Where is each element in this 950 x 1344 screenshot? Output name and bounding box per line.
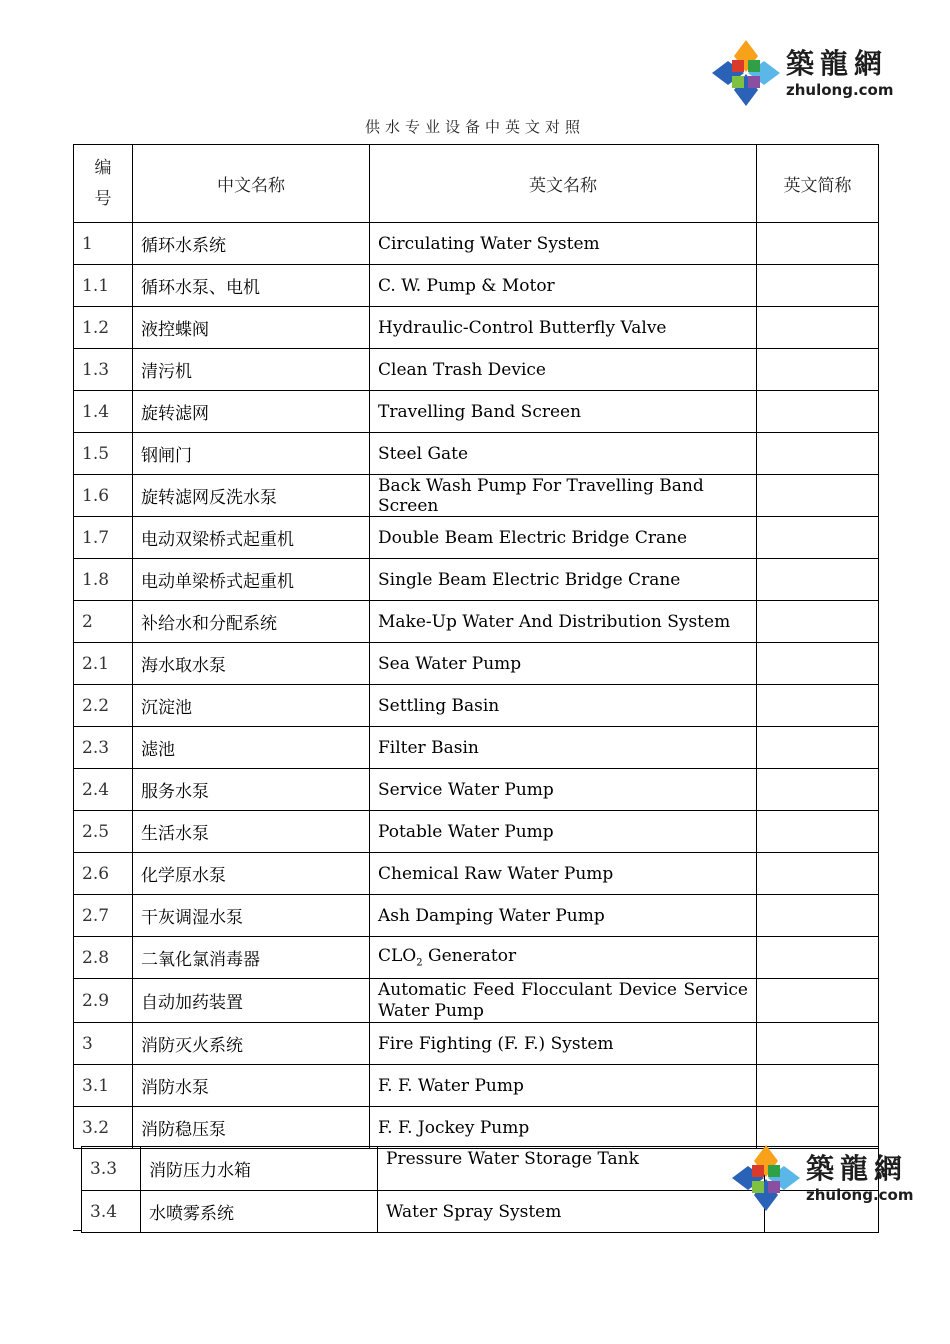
row-number: 2.1 bbox=[74, 643, 133, 685]
row-number: 2.5 bbox=[74, 811, 133, 853]
row-cn-name: 电动单梁桥式起重机 bbox=[133, 559, 370, 601]
row-cn-name: 清污机 bbox=[133, 349, 370, 391]
table-row bbox=[74, 517, 879, 559]
row-en-name: Single Beam Electric Bridge Crane bbox=[370, 559, 757, 601]
table-row bbox=[74, 937, 879, 979]
table-row bbox=[74, 433, 879, 475]
row-number: 1.5 bbox=[74, 433, 133, 475]
row-en-abbr bbox=[757, 685, 879, 727]
row-cn-name: 消防压力水箱 bbox=[141, 1147, 378, 1191]
table-edge-line bbox=[73, 1230, 81, 1231]
row-en-name: Ash Damping Water Pump bbox=[370, 895, 757, 937]
row-cn-name: 生活水泵 bbox=[133, 811, 370, 853]
row-en-abbr bbox=[757, 223, 879, 265]
row-cn-name: 二氧化氯消毒器 bbox=[133, 937, 370, 979]
row-number: 3.2 bbox=[74, 1107, 133, 1149]
zhulong-logo-icon bbox=[708, 38, 784, 108]
row-number: 3.4 bbox=[82, 1191, 141, 1233]
row-cn-name: 液控蝶阀 bbox=[133, 307, 370, 349]
table-row bbox=[74, 391, 879, 433]
row-number: 1.6 bbox=[74, 475, 133, 517]
row-en-name bbox=[370, 937, 757, 979]
table-row bbox=[74, 475, 879, 517]
header-num-line2: 号 bbox=[94, 188, 112, 209]
row-number: 1.7 bbox=[74, 517, 133, 559]
row-en-abbr bbox=[757, 349, 879, 391]
row-en-name: Water Spray System bbox=[378, 1191, 765, 1233]
header-en-abbr: 英文简称 bbox=[757, 145, 879, 223]
glossary-table bbox=[73, 144, 879, 1149]
row-number: 1 bbox=[74, 223, 133, 265]
row-en-name: Double Beam Electric Bridge Crane bbox=[370, 517, 757, 559]
row-cn-name: 干灰调湿水泵 bbox=[133, 895, 370, 937]
row-en-abbr bbox=[757, 391, 879, 433]
row-en-name-line1: Automatic Feed Flocculant Device Service bbox=[378, 979, 748, 1000]
table-row bbox=[74, 853, 879, 895]
row-cn-name: 滤池 bbox=[133, 727, 370, 769]
table-row bbox=[74, 895, 879, 937]
row-cn-name: 消防稳压泵 bbox=[133, 1107, 370, 1149]
row-en-abbr bbox=[757, 475, 879, 517]
row-cn-name: 消防水泵 bbox=[133, 1065, 370, 1107]
row-en-name-line2: Water Pump bbox=[378, 1000, 484, 1021]
row-number: 1.1 bbox=[74, 265, 133, 307]
table-row bbox=[74, 727, 879, 769]
table-row bbox=[74, 601, 879, 643]
table-row bbox=[74, 349, 879, 391]
table-row bbox=[74, 979, 879, 1023]
row-en-abbr bbox=[757, 265, 879, 307]
table-row bbox=[74, 223, 879, 265]
zhulong-watermark bbox=[728, 1143, 913, 1213]
table-row bbox=[74, 643, 879, 685]
header-en-name: 英文名称 bbox=[370, 145, 757, 223]
row-en-abbr bbox=[757, 517, 879, 559]
row-cn-name: 电动双梁桥式起重机 bbox=[133, 517, 370, 559]
row-number: 1.4 bbox=[74, 391, 133, 433]
table-row bbox=[74, 1065, 879, 1107]
row-cn-name: 循环水系统 bbox=[133, 223, 370, 265]
row-en-abbr bbox=[757, 895, 879, 937]
table-row bbox=[74, 811, 879, 853]
table-row bbox=[74, 307, 879, 349]
logo-cn-text: 築龍網 bbox=[786, 47, 889, 80]
row-en-name: Fire Fighting (F. F.) System bbox=[370, 1023, 757, 1065]
row-number: 2.7 bbox=[74, 895, 133, 937]
row-en-abbr bbox=[757, 937, 879, 979]
row-cn-name: 自动加药装置 bbox=[133, 979, 370, 1023]
row-en-name: Clean Trash Device bbox=[370, 349, 757, 391]
row-number: 1.2 bbox=[74, 307, 133, 349]
table-row bbox=[74, 685, 879, 727]
row-en-name: Steel Gate bbox=[370, 433, 757, 475]
row-en-abbr bbox=[757, 769, 879, 811]
row-en-name: Back Wash Pump For Travelling Band Screen bbox=[370, 475, 757, 517]
row-en-abbr bbox=[757, 559, 879, 601]
row-en-abbr bbox=[757, 811, 879, 853]
row-en-name: F. F. Jockey Pump bbox=[370, 1107, 757, 1149]
row-number: 2.4 bbox=[74, 769, 133, 811]
row-en-name-tail: Generator bbox=[422, 946, 517, 967]
row-cn-name: 旋转滤网反洗水泵 bbox=[133, 475, 370, 517]
row-en-abbr bbox=[757, 727, 879, 769]
row-en-abbr bbox=[757, 979, 879, 1023]
row-en-name: Potable Water Pump bbox=[370, 811, 757, 853]
document-title: 供水专业设备中英文对照 bbox=[364, 118, 585, 136]
row-en-abbr bbox=[757, 853, 879, 895]
table-row bbox=[74, 1023, 879, 1065]
row-cn-name: 海水取水泵 bbox=[133, 643, 370, 685]
row-en-name: Travelling Band Screen bbox=[370, 391, 757, 433]
row-en-name: Make-Up Water And Distribution System bbox=[370, 601, 757, 643]
zhulong-watermark-icon bbox=[728, 1143, 804, 1213]
row-en-name-subscript: 2 bbox=[416, 957, 423, 969]
row-en-name: Sea Water Pump bbox=[370, 643, 757, 685]
row-cn-name: 消防灭火系统 bbox=[133, 1023, 370, 1065]
header-cn-name: 中文名称 bbox=[133, 145, 370, 223]
row-cn-name: 旋转滤网 bbox=[133, 391, 370, 433]
header-num-line1: 编 bbox=[94, 157, 112, 178]
row-en-abbr bbox=[757, 433, 879, 475]
row-number: 3.1 bbox=[74, 1065, 133, 1107]
row-en-name: Filter Basin bbox=[370, 727, 757, 769]
row-en-name: Hydraulic-Control Butterfly Valve bbox=[370, 307, 757, 349]
row-cn-name: 服务水泵 bbox=[133, 769, 370, 811]
row-number: 2.2 bbox=[74, 685, 133, 727]
row-en-abbr bbox=[757, 307, 879, 349]
logo-en-text: zhulong.com bbox=[786, 81, 894, 99]
watermark-en-text: zhulong.com bbox=[806, 1186, 914, 1204]
row-en-name: Chemical Raw Water Pump bbox=[370, 853, 757, 895]
row-number: 2.3 bbox=[74, 727, 133, 769]
row-cn-name: 钢闸门 bbox=[133, 433, 370, 475]
row-en-name: F. F. Water Pump bbox=[370, 1065, 757, 1107]
row-number: 1.8 bbox=[74, 559, 133, 601]
zhulong-logo bbox=[708, 38, 893, 108]
table-row bbox=[74, 769, 879, 811]
row-number: 3.3 bbox=[82, 1147, 141, 1191]
row-number: 3 bbox=[74, 1023, 133, 1065]
row-cn-name: 补给水和分配系统 bbox=[133, 601, 370, 643]
row-en-name: Settling Basin bbox=[370, 685, 757, 727]
row-cn-name: 循环水泵、电机 bbox=[133, 265, 370, 307]
watermark-cn-text: 築龍網 bbox=[806, 1152, 909, 1185]
row-number: 2.6 bbox=[74, 853, 133, 895]
row-en-name-main: CLO bbox=[378, 946, 417, 967]
row-number: 2 bbox=[74, 601, 133, 643]
row-cn-name: 沉淀池 bbox=[133, 685, 370, 727]
row-en-name: Circulating Water System bbox=[370, 223, 757, 265]
row-en-name: Service Water Pump bbox=[370, 769, 757, 811]
table-row bbox=[74, 559, 879, 601]
row-en-name: Pressure Water Storage Tank bbox=[378, 1147, 765, 1191]
row-en-abbr bbox=[757, 643, 879, 685]
row-en-abbr bbox=[757, 601, 879, 643]
row-number: 1.3 bbox=[74, 349, 133, 391]
row-number: 2.8 bbox=[74, 937, 133, 979]
row-en-abbr bbox=[757, 1065, 879, 1107]
row-cn-name: 水喷雾系统 bbox=[141, 1191, 378, 1233]
row-en-name: C. W. Pump & Motor bbox=[370, 265, 757, 307]
row-en-abbr bbox=[757, 1023, 879, 1065]
row-cn-name: 化学原水泵 bbox=[133, 853, 370, 895]
header-num bbox=[74, 145, 133, 223]
table-header-row bbox=[74, 145, 879, 223]
row-en-name bbox=[370, 979, 757, 1023]
table-row bbox=[74, 265, 879, 307]
row-number: 2.9 bbox=[74, 979, 133, 1023]
